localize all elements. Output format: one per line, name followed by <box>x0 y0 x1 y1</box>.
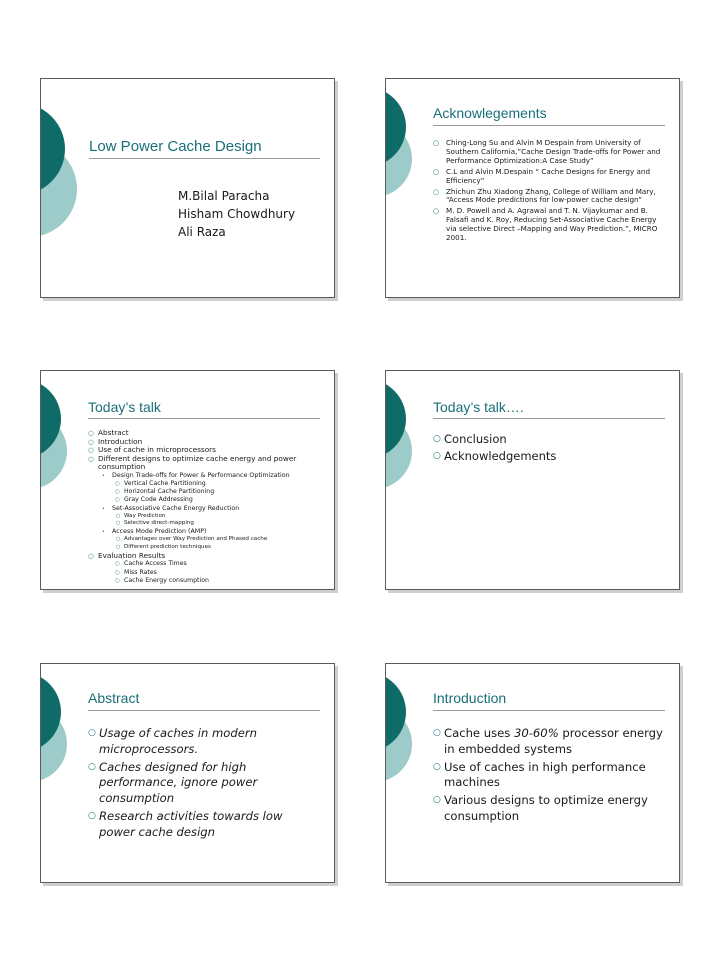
list-item-text: Acknowledgements <box>444 449 557 463</box>
text-run: Cache uses <box>444 726 514 740</box>
title-rule <box>89 158 320 159</box>
list-item-text: Caches designed for high performance, ignore power consumption <box>99 759 258 806</box>
list-item <box>88 726 320 758</box>
bullet-icon: ○ <box>116 543 121 550</box>
list-item-text: Zhichun Zhu Xiadong Zhang, College of William and Mary, “Access Mode predictions for low-power cache design” <box>446 186 656 205</box>
title-rule <box>433 710 665 711</box>
list-item-text: Conclusion <box>444 432 507 446</box>
bullet-icon: ○ <box>433 187 440 196</box>
slide-heading: Acknowlegements <box>433 105 547 121</box>
outline-item-text: Miss Rates <box>124 568 157 576</box>
bullet-list <box>433 726 665 827</box>
bullet-icon: ○ <box>88 446 94 455</box>
outline-item-level-3 <box>88 560 326 568</box>
emphasis-text: 30-60% <box>514 726 559 740</box>
outline-item-level-2 <box>88 472 326 480</box>
outline-item-text: Abstract <box>98 428 129 437</box>
outline-item-level-3 <box>88 480 326 488</box>
outline-list <box>88 429 326 585</box>
outline-list <box>433 431 671 465</box>
title-rule <box>433 418 665 419</box>
outline-item-text: Cache Energy consumption <box>124 576 209 584</box>
bullet-icon: ○ <box>115 497 120 504</box>
bullet-icon: ○ <box>88 728 96 738</box>
outline-item-text: Gray Code Addressing <box>124 496 193 504</box>
list-item-text: Use of caches in high performance machines <box>444 759 646 790</box>
list-item <box>433 207 669 243</box>
bullet-icon: ○ <box>115 561 120 568</box>
acknowledgement-list <box>433 139 669 245</box>
slide-heading: Today’s talk <box>88 399 161 415</box>
bullet-icon: ○ <box>88 810 96 821</box>
bullet-icon: • <box>102 529 105 536</box>
outline-item-text: Evaluation Results <box>98 550 166 560</box>
list-item-text: Usage of caches in modern microprocessors. <box>99 726 257 756</box>
outline-item-level-3 <box>88 488 326 496</box>
slide-title <box>40 78 335 298</box>
outline-item-text: Access Mode Prediction (AMP) <box>112 528 207 536</box>
slide-decoration <box>41 79 101 298</box>
list-item <box>433 168 669 186</box>
outline-item-text: Advantages over Way Prediction and Phased cache <box>124 536 268 543</box>
bullet-icon: ○ <box>88 761 96 772</box>
list-item-text: C.L and Alvin M.Despain “ Cache Designs for Energy and Efficiency” <box>446 166 651 185</box>
bullet-icon: ○ <box>433 167 440 176</box>
list-item-text: Various designs to optimize energy consumption <box>444 793 648 823</box>
slide-todays-talk <box>40 370 335 590</box>
outline-item-level-3 <box>88 569 326 577</box>
bullet-icon: ○ <box>116 520 121 527</box>
outline-item-text: Selective direct-mapping <box>124 520 194 527</box>
outline-item-text: Cache Access Times <box>124 560 187 568</box>
outline-item-text: Horizontal Cache Partitioning <box>124 488 215 496</box>
list-item <box>433 139 669 166</box>
slide-heading: Today’s talk…. <box>433 399 524 415</box>
author-name: Hisham Chowdhury <box>178 207 296 221</box>
outline-item-level-4 <box>88 536 326 544</box>
list-item-text: Research activities towards low power cache design <box>99 808 283 839</box>
outline-item-level-2 <box>88 528 326 536</box>
bullet-icon: ○ <box>116 536 121 543</box>
bullet-icon: ○ <box>433 795 441 806</box>
slide-acknowledgements <box>385 78 680 298</box>
slide-heading: Introduction <box>433 690 507 706</box>
list-item <box>433 726 665 758</box>
bullet-icon: ○ <box>433 207 440 216</box>
outline-item-level-2 <box>88 505 326 513</box>
list-item <box>433 431 671 448</box>
bullet-icon: ○ <box>88 437 94 446</box>
bullet-icon: ○ <box>433 451 441 461</box>
outline-item-level-4 <box>88 520 326 528</box>
list-item-text: Ching-Long Su and Alvin M Despain from University of Southern California,”Cache Design Trade-offs for Power and Performance Optimization:A Case Study” <box>446 138 661 165</box>
bullet-icon: ○ <box>116 512 121 519</box>
outline-item-level-3 <box>88 577 326 585</box>
list-item <box>88 809 320 841</box>
slide-title-heading: Low Power Cache Design <box>89 138 262 155</box>
outline-item-text: Way Prediction <box>124 512 166 519</box>
author-list <box>178 187 295 241</box>
outline-item-text: Design Trade-offs for Power & Performance Optimization <box>112 471 290 479</box>
bullet-icon: • <box>102 505 105 512</box>
author-name: Ali Raza <box>178 225 226 239</box>
outline-item-text: Set-Associative Cache Energy Reduction <box>112 504 240 512</box>
outline-item-text: Different prediction techniques <box>124 543 211 550</box>
title-rule <box>88 710 320 711</box>
outline-item-level-3 <box>88 496 326 504</box>
text-run: processor energy in embedded systems <box>444 726 663 756</box>
bullet-icon: ○ <box>433 761 441 772</box>
bullet-icon: ○ <box>433 728 441 738</box>
list-item <box>433 793 665 825</box>
outline-item-text: Use of cache in microprocessors <box>98 445 216 455</box>
list-item-text <box>444 726 663 756</box>
bullet-icon: ○ <box>115 569 120 576</box>
bullet-icon: ○ <box>88 429 94 437</box>
outline-item-text: Introduction <box>98 436 143 446</box>
bullet-icon: ○ <box>88 454 94 463</box>
slide-heading: Abstract <box>88 690 140 706</box>
outline-item-text: Vertical Cache Partitioning <box>124 479 206 487</box>
bullet-icon: ○ <box>115 577 120 584</box>
list-item <box>88 760 320 807</box>
list-item <box>433 188 669 206</box>
slide-todays-talk-continued <box>385 370 680 590</box>
bullet-icon: ○ <box>115 489 120 496</box>
outline-item-text: Different designs to optimize cache energy and power consumption <box>98 453 297 472</box>
title-rule <box>433 125 665 126</box>
title-rule <box>88 418 320 419</box>
slide-abstract <box>40 663 335 883</box>
outline-item-level-1 <box>88 552 326 561</box>
outline-item-level-4 <box>88 513 326 521</box>
bullet-icon: ○ <box>88 551 94 560</box>
bullet-icon: ○ <box>433 434 441 444</box>
bullet-icon: • <box>102 472 105 479</box>
bullet-icon: ○ <box>115 480 120 487</box>
list-item <box>433 760 665 792</box>
bullet-list <box>88 726 320 843</box>
list-item-text: M. D. Powell and A. Agrawal and T. N. Vijaykumar and B. Falsafi and K. Roy, Reducing Set-Associative Cache Energy via selective Direct –Mapping and Way Prediction.”, MICRO 2001. <box>446 206 658 243</box>
bullet-icon: ○ <box>433 139 440 147</box>
outline-item-level-1 <box>88 455 326 472</box>
slide-introduction <box>385 663 680 883</box>
list-item <box>433 448 671 465</box>
author-name: M.Bilal Paracha <box>178 189 270 203</box>
